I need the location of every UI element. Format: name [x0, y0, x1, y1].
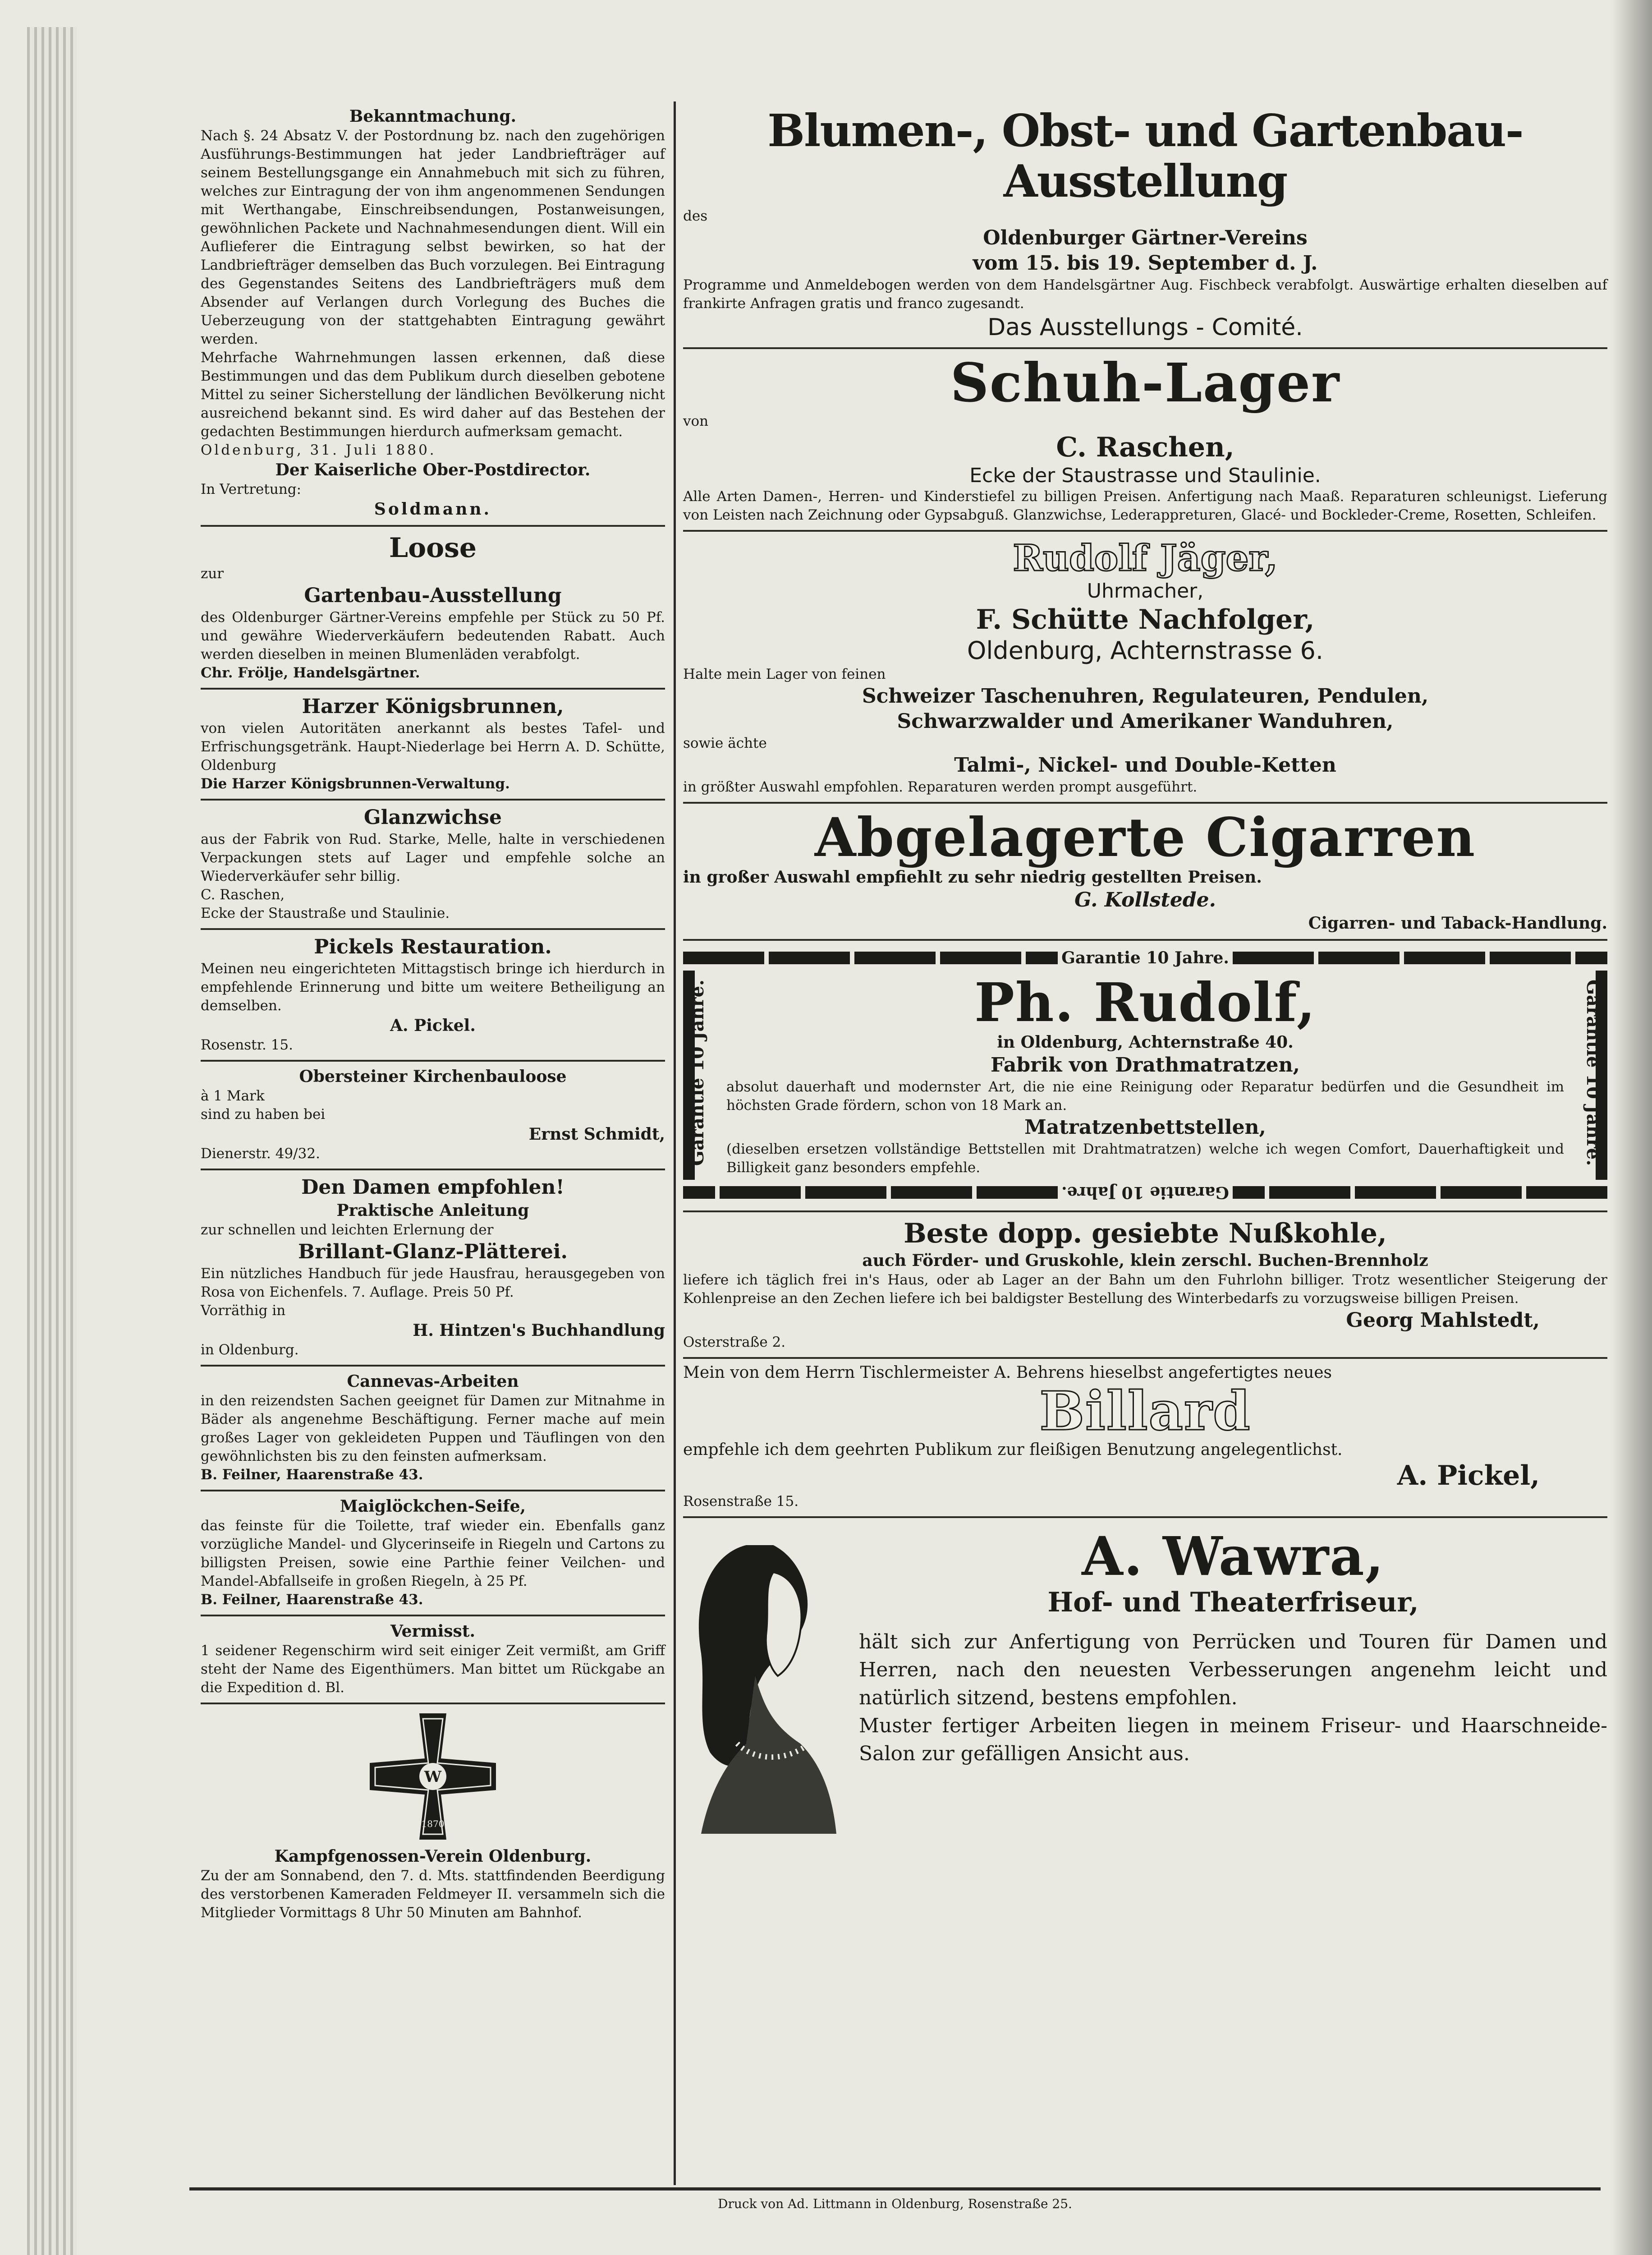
ad-harzer — [201, 690, 665, 801]
ad-title: Obersteiner Kirchenbauloose — [299, 1067, 567, 1086]
ad-body: von vielen Autoritäten anerkannt als bestes Tafel- und Erfrischungsgetränk. Haupt-Niederlage bei Herrn A. D. Schütte, Oldenburg — [201, 720, 665, 773]
ad-address: in Oldenburg. — [201, 1342, 299, 1358]
ad-name: C. Raschen, — [1056, 432, 1234, 463]
ad-glanzwichse — [201, 801, 665, 930]
ad-title: A. Wawra, — [1082, 1525, 1385, 1588]
ad-title: Maiglöckchen-Seife, — [340, 1497, 526, 1516]
ad-title: Den Damen empfohlen! — [301, 1176, 564, 1199]
ad-wawra — [683, 1518, 1607, 1870]
banner-label: Garantie 10 Jahre. — [1061, 948, 1229, 967]
ad-role: Uhrmacher, — [1087, 580, 1204, 603]
ad-address: Oldenburg, Achternstrasse 6. — [967, 636, 1324, 665]
ad-date: Oldenburg, 31. Juli 1880. — [201, 442, 436, 458]
ad-body: das feinste für die Toilette, traf wieder ein. Ebenfalls ganz vorzügliche Mandel- und Glycerinseife in Riegeln und Cartons zu billigsten Preisen, sowie eine Parthie feiner Veilchen- und Mandel-Abfallseife in großen Riegeln, à 25 Pf. — [201, 1518, 665, 1589]
ad-damen — [201, 1170, 665, 1367]
ad-signature: H. Hintzen's Buchhandlung — [413, 1321, 665, 1340]
ad-ph-rudolf — [683, 941, 1607, 1212]
ad-body: Mehrfache Wahrnehmungen lassen erkennen, daß diese Bestimmungen und das dem Publikum durch dieselben gebotene Mittel zu seiner Sicherstellung der ländlichen Bevölkerung nicht ausreichend bekannt sind. Es wird daher auf das Bestehen der gedachten Bestimmungen hierdurch aufmerksam gemacht. — [201, 350, 665, 440]
ad-address: Ecke der Staustrasse und Staulinie. — [969, 464, 1321, 487]
ad-line: Schwarzwalder und Amerikaner Wanduhren, — [897, 710, 1394, 733]
ad-connector: zur — [201, 566, 224, 582]
banner-bar — [1233, 1186, 1607, 1199]
ad-subtitle: Oldenburger Gärtner-Vereins — [983, 226, 1308, 249]
ad-title: Pickels Restauration. — [314, 935, 552, 958]
ad-title: Loose — [389, 532, 477, 564]
ad-blumen-ausstellung — [683, 101, 1607, 349]
ad-price: à 1 Mark — [201, 1088, 265, 1104]
ad-title: Vermisst. — [390, 1622, 475, 1641]
ad-address: Dienerstr. 49/32. — [201, 1146, 320, 1162]
ad-title: Harzer Königsbrunnen, — [302, 695, 564, 718]
ad-canevas — [201, 1367, 665, 1491]
ad-subtitle: Fabrik von Drathmatratzen, — [991, 1054, 1300, 1077]
ad-title: Schuh-Lager — [950, 351, 1340, 414]
ad-title: Cannevas-Arbeiten — [347, 1372, 519, 1391]
ad-body: hält sich zur Anfertigung von Perrücken und Touren für Damen und Herren, nach den neuesten Verbesserungen angenehm leicht und natürlich sitzend, bestens empfohlen. — [859, 1630, 1607, 1709]
ad-intro: Mein von dem Herrn Tischlermeister A. Behrens hieselbst angefertigtes neues — [683, 1363, 1332, 1382]
cross-year: 1870 — [421, 1818, 445, 1829]
ad-signature-name: Soldmann. — [374, 500, 492, 519]
printer-imprint: Druck von Ad. Littmann in Oldenburg, Rosenstraße 25. — [718, 2196, 1072, 2211]
left-column — [201, 101, 665, 1922]
iron-cross-icon — [201, 1709, 665, 1846]
ad-obersteiner — [201, 1062, 665, 1170]
ad-rudolf-jaeger — [683, 532, 1607, 804]
ad-signature: B. Feilner, Haarenstraße 43. — [201, 1467, 423, 1483]
ad-connector: des — [683, 208, 708, 224]
ad-body: in größter Auswahl empfohlen. Reparaturen werden prompt ausgeführt. — [683, 779, 1198, 795]
ad-body: sowie ächte — [683, 735, 767, 751]
ad-title: Glanzwichse — [364, 806, 502, 829]
ad-cigarren — [683, 804, 1607, 941]
wawra-text — [859, 1527, 1607, 1768]
ad-body: Muster fertiger Arbeiten liegen in meinem Friseur- und Haarschneide-Salon zur gefälligen Ansicht aus. — [859, 1714, 1607, 1765]
ad-body: Programme und Anmeldebogen werden von dem Handelsgärtner Aug. Fischbeck verabfolgt. Auswärtige erhalten dieselben auf frankirte Anfragen gratis und franco zugesandt. — [683, 277, 1607, 312]
banner-bar — [683, 952, 1058, 964]
ad-subtitle: Hof- und Theaterfriseur, — [1047, 1587, 1419, 1618]
ad-body: liefere ich täglich frei in's Haus, oder ab Lager an der Bahn um den Fuhrlohn billiger. Trotz wesentlicher Steigerung der Kohlenpreise an den Zechen liefere ich bei baldigster Bestellung des Winterbedarfs zu vorzugsweise billigen Preisen. — [683, 1272, 1607, 1307]
ad-body: empfehle ich dem geehrten Publikum zur fleißigen Benutzung angelegentlichst. — [683, 1440, 1343, 1459]
ad-address: Osterstraße 2. — [683, 1334, 786, 1350]
ad-body: in den reizendsten Sachen geeignet für Damen zur Mitnahme in Bäder als angenehme Beschäftigung. Ferner mache auf mein großes Lager von gekleideten Puppen und Täuflingen von den gewöhnlichsten bis zu den feinsten aufmerksam. — [201, 1393, 665, 1464]
garantie-frame — [683, 971, 1607, 1180]
ad-body: Vorräthig in — [201, 1302, 286, 1319]
ad-subtitle: Matratzenbettstellen, — [1024, 1116, 1266, 1139]
ad-bekanntmachung — [201, 101, 665, 527]
ad-loose — [201, 527, 665, 690]
ad-body: Halte mein Lager von feinen — [683, 666, 886, 682]
woman-portrait-icon — [683, 1518, 854, 1843]
ad-signature: A. Pickel, — [1397, 1460, 1540, 1491]
right-column — [683, 101, 1607, 1870]
ad-schuh-lager — [683, 349, 1607, 532]
ad-address: Ecke der Staustraße und Staulinie. — [201, 905, 450, 921]
ad-address: in Oldenburg, Achternstraße 40. — [997, 1033, 1294, 1052]
ad-dates: vom 15. bis 19. September d. J. — [973, 252, 1318, 275]
ad-body: Ein nützliches Handbuch für jede Hausfrau, herausgegeben von Rosa von Eichenfels. 7. Auflage. Preis 50 Pf. — [201, 1266, 665, 1300]
garantie-banner — [683, 945, 1607, 971]
ad-title: Rudolf Jäger, — [1013, 537, 1278, 579]
garantie-banner-bottom — [683, 1180, 1607, 1205]
ad-subtitle: Praktische Anleitung — [336, 1201, 529, 1220]
ad-kohle — [683, 1212, 1607, 1359]
ad-body: des Oldenburger Gärtner-Vereins empfehle per Stück zu 50 Pf. und gewähre Wiederverkäufern bedeutenden Rabatt. Auch werden dieselben in meinen Blumenläden verabfolgt. — [201, 609, 665, 663]
column-divider — [674, 101, 676, 2185]
ad-body: absolut dauerhaft und modernster Art, die nie eine Reinigung oder Reparatur bedürfen und die Gesundheit im höchsten Grade fördern, schon von 18 Mark an. — [726, 1079, 1564, 1114]
ad-signature-note: In Vertretung: — [201, 481, 302, 497]
ad-body: 1 seidener Regenschirm wird seit einiger Zeit vermißt, am Griff steht der Name des Eigenthümers. Man bittet um Rückgabe an die Expedition d. Bl. — [201, 1643, 665, 1696]
stacked-page-edges — [27, 27, 77, 2255]
ad-address: Rosenstr. 15. — [201, 1037, 294, 1053]
ad-body: aus der Fabrik von Rud. Starke, Melle, halte in verschiedenen Verpackungen stets auf Lager und empfehle solche an Wiederverkäufer sehr billig. — [201, 831, 665, 884]
ad-subtitle: Brillant-Glanz-Plätterei. — [298, 1240, 568, 1263]
ad-subtitle-note: zur schnellen und leichten Erlernung der — [201, 1222, 494, 1238]
binding-shadow — [1611, 0, 1652, 2255]
ad-subtitle: auch Förder- und Gruskohle, klein zerschl. Buchen-Brennholz — [862, 1251, 1428, 1270]
ad-connector: von — [683, 413, 709, 429]
ad-title: Bekanntmachung. — [349, 107, 517, 126]
ad-address: Rosenstraße 15. — [683, 1493, 799, 1509]
ad-line: Talmi-, Nickel- und Double-Ketten — [954, 754, 1336, 777]
ad-signature: G. Kollstede. — [1074, 888, 1216, 911]
ad-title: Kampfgenossen-Verein Oldenburg. — [274, 1847, 592, 1866]
ad-body: Zu der am Sonnabend, den 7. d. Mts. stattfindenden Beerdigung des verstorbenen Kameraden Feldmeyer II. versammeln sich die Mitglieder Vormittags 8 Uhr 50 Minuten am Bahnhof. — [201, 1868, 665, 1921]
ad-seife — [201, 1491, 665, 1616]
ad-title: Beste dopp. gesiebte Nußkohle, — [904, 1218, 1387, 1249]
ad-title: Billard — [1039, 1380, 1251, 1442]
ad-signature: Chr. Frölje, Handelsgärtner. — [201, 665, 420, 681]
ad-firm: F. Schütte Nachfolger, — [976, 604, 1315, 635]
ad-body: sind zu haben bei — [201, 1106, 326, 1123]
bottom-rule — [189, 2187, 1601, 2191]
ad-title: Ph. Rudolf, — [974, 971, 1316, 1034]
ad-kampfgenossen — [201, 1704, 665, 1922]
ad-billard — [683, 1359, 1607, 1518]
ad-body: in großer Auswahl empfiehlt zu sehr niedrig gestellten Preisen. — [683, 868, 1262, 887]
ad-signature: C. Raschen, — [201, 887, 285, 903]
ad-body: (dieselben ersetzen vollständige Bettstellen mit Drahtmatratzen) welche ich wegen Comfort, Dauerhaftigkeit und Billigkeit ganz besonders empfehle. — [726, 1141, 1564, 1176]
ad-signature: Ernst Schmidt, — [528, 1125, 665, 1144]
ad-body: Alle Arten Damen-, Herren- und Kinderstiefel zu billigen Preisen. Anfertigung nach Maaß. Reparaturen schleunigst. Lieferung von Leisten nach Zeichnung oder Gypsabguß. Glanzwichse, Lederappreturen, Glacé- und Bockleder-Creme, Rosetten, Schleifen. — [683, 488, 1607, 523]
ad-signature: Georg Mahlstedt, — [1346, 1309, 1540, 1332]
ad-pickel-restauration — [201, 930, 665, 1062]
banner-bar — [1233, 952, 1607, 964]
ad-subtitle: Gartenbau-Ausstellung — [304, 584, 562, 607]
ad-signature: Das Ausstellungs - Comité. — [987, 314, 1303, 341]
side-label-right: Garantie 10 Jahre. — [1583, 980, 1604, 1166]
banner-bar — [683, 1186, 1058, 1199]
ad-subtitle: Cigarren- und Taback-Handlung. — [1308, 914, 1607, 933]
ad-body: Meinen neu eingerichteten Mittagstisch bringe ich hierdurch in empfehlende Erinnerung und bitte um weitere Betheiligung an demselben. — [201, 961, 665, 1014]
side-label-left: Garantie 10 Jahre. — [687, 980, 708, 1166]
ad-signature: Die Harzer Königsbrunnen-Verwaltung. — [201, 776, 510, 792]
ad-signature: A. Pickel. — [390, 1016, 476, 1035]
ad-title: Abgelagerte Cigarren — [814, 806, 1476, 869]
banner-label: Garantie 10 Jahre. — [1061, 1183, 1229, 1202]
ad-vermisst — [201, 1616, 665, 1704]
ad-signature: B. Feilner, Haarenstraße 43. — [201, 1592, 423, 1608]
ad-signature: Der Kaiserliche Ober-Postdirector. — [275, 460, 591, 479]
ad-line: Schweizer Taschenuhren, Regulateuren, Pendulen, — [862, 685, 1429, 708]
ad-title: Blumen-, Obst- und Gartenbau-Ausstellung — [767, 105, 1523, 207]
cross-letter: W — [424, 1768, 442, 1786]
ad-body: Nach §. 24 Absatz V. der Postordnung bz. nach den zugehörigen Ausführungs-Bestimmungen hat jeder Landbriefträger auf seinem Bestellungsgange ein Annahmebuch mit sich zu führen, welches zur Eintragung der von ihm angenommenen Sendungen mit Werthangabe, Einschreibsendungen, Postanweisungen, gewöhnlichen Packete und Nachnahmesendungen dient. Will ein Auflieferer die Eintragung selbst bewirken, so hat der Landbriefträger demselben das Buch vorzulegen. Bei Eintragung des Gegenstandes Seitens des Landbriefträgers muß dem Absender auf Verlangen durch Vorlegung des Buches die Ueberzeugung von der stattgehabten Eintragung gewährt werden. — [201, 128, 665, 347]
